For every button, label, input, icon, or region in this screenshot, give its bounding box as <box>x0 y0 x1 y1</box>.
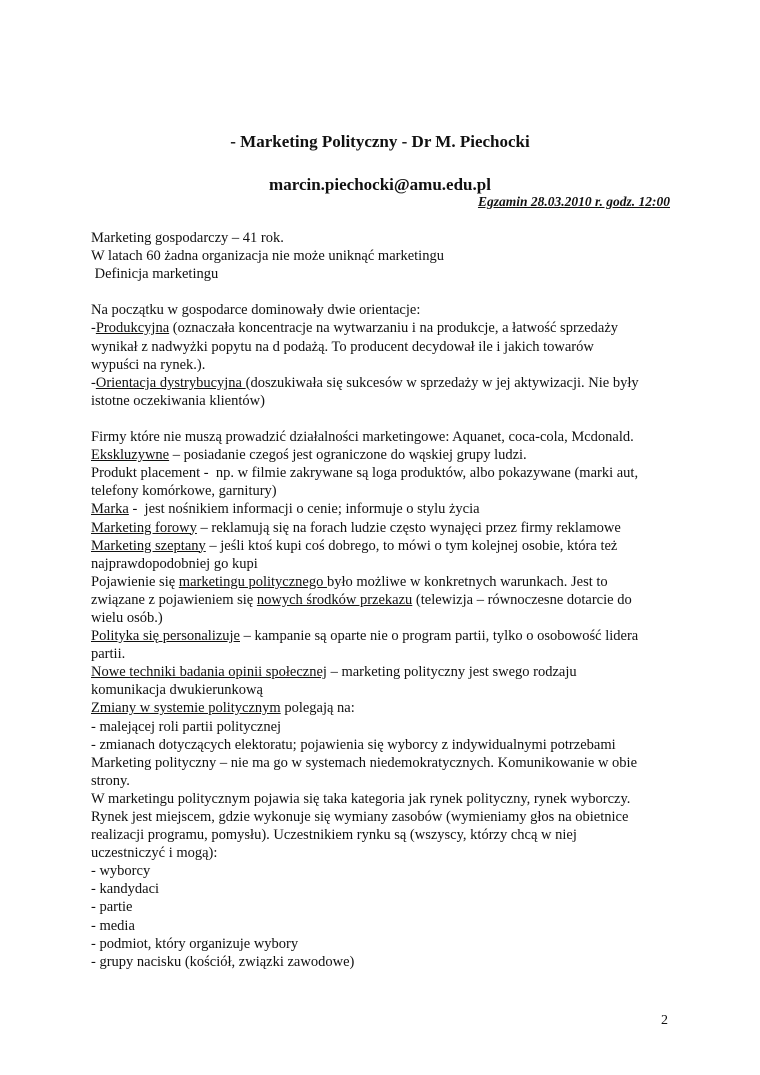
text-segment: (oznaczała koncentracje na wytwarzaniu i na produkcje, a łatwość sprzedaży <box>169 320 619 337</box>
list-item: - kandydaci <box>91 881 160 898</box>
blank-line <box>91 283 671 301</box>
text-segment: Pojawienie się <box>91 573 179 590</box>
text-line <box>91 663 671 681</box>
text-line: - zmianach dotyczących elektoratu; pojawienia się wyborcy z indywidualnymi potrzebami <box>91 736 616 753</box>
underlined-term: Nowe techniki badania opinii społecznej <box>91 664 327 681</box>
text-segment: było możliwe w konkretnych warunkach. Jest to <box>326 573 608 590</box>
underlined-term: Produkcyjna <box>95 320 170 337</box>
text-line: wielu osób.) <box>91 609 163 626</box>
list-item: - grupy nacisku (kościół, związki zawodowe) <box>91 953 355 970</box>
text-line: Produkt placement - np. w filmie zakrywane są loga produktów, albo pokazywane (marki aut, <box>91 465 639 482</box>
underlined-term: Ekskluzywne <box>91 447 170 464</box>
text-segment: związane z pojawieniem się <box>91 591 257 608</box>
blank-line <box>91 410 671 428</box>
text-segment: (telewizja – równoczesne dotarcie do <box>412 591 632 608</box>
text-segment: - <box>91 320 96 337</box>
underlined-term: Zmiany w systemie politycznym <box>91 700 281 717</box>
text-line: strony. <box>91 772 130 789</box>
text-line <box>91 500 671 518</box>
text-line: uczestniczyć i mogą): <box>91 845 218 862</box>
text-segment: – kampanie są oparte nie o program partii, tylko o osobowość lidera <box>240 628 639 645</box>
text-segment: (doszukiwała się sukcesów w sprzedaży w jej aktywizacji. Nie były <box>245 374 639 391</box>
text-line: istotne oczekiwania klientów) <box>91 392 265 409</box>
list-item: - partie <box>91 899 133 916</box>
text-line: Definicja marketingu <box>91 266 219 283</box>
text-line <box>91 374 671 392</box>
text-segment: polegają na: <box>280 700 355 717</box>
text-segment: - jest nośnikiem informacji o cenie; informuje o stylu życia <box>128 501 480 518</box>
text-line: Na początku w gospodarce dominowały dwie orientacje: <box>91 302 421 319</box>
underlined-term: Marketing forowy <box>91 519 197 536</box>
text-line: Marketing polityczny – nie ma go w systemach niedemokratycznych. Komunikowanie w obie <box>91 754 638 771</box>
text-line: komunikacja dwukierunkową <box>91 682 263 699</box>
underlined-term: marketingu politycznego <box>178 573 327 590</box>
text-line: wypuści na rynek.). <box>91 356 206 373</box>
text-line: partii. <box>91 646 126 663</box>
text-segment: – jeśli ktoś kupi coś dobrego, to mówi o tym kolejnej osobie, która też <box>205 537 618 554</box>
text-line <box>91 319 671 337</box>
text-segment: – reklamują się na forach ludzie często wynajęci przez firmy reklamowe <box>196 519 621 536</box>
text-line: najprawdopodobniej go kupi <box>91 555 258 572</box>
document-body <box>91 229 671 971</box>
text-segment: - <box>91 374 96 391</box>
text-segment: – marketing polityczny jest swego rodzaju <box>326 664 577 681</box>
underlined-term: Marketing szeptany <box>91 537 206 554</box>
text-line: W latach 60 żadna organizacja nie może uniknąć marketingu <box>91 248 444 265</box>
list-item: - wyborcy <box>91 863 151 880</box>
text-line <box>91 627 671 645</box>
underlined-term: Orientacja dystrybucyjna <box>95 374 246 391</box>
text-line: Marketing gospodarczy – 41 rok. <box>91 230 284 246</box>
list-item: - podmiot, który organizuje wybory <box>91 935 299 952</box>
underlined-term: nowych środków przekazu <box>256 591 413 608</box>
text-line: wynikał z nadwyżki popytu na d podażą. To producent decydował ile i jakich towarów <box>91 338 594 355</box>
page-number: 2 <box>661 1013 668 1028</box>
underlined-term: Marka <box>91 501 129 518</box>
text-line <box>91 573 671 591</box>
text-line <box>91 699 671 717</box>
text-line <box>91 446 671 464</box>
text-line <box>91 519 671 537</box>
text-segment: – posiadanie czegoś jest ograniczone do wąskiej grupy ludzi. <box>169 447 527 464</box>
text-line: telefony komórkowe, garnitury) <box>91 483 277 500</box>
underlined-term: Polityka się personalizuje <box>91 628 240 645</box>
text-line: - malejącej roli partii politycznej <box>91 718 282 735</box>
text-line: W marketingu politycznym pojawia się taka kategoria jak rynek polityczny, rynek wyborczy. <box>91 790 631 807</box>
text-line: realizacji programu, pomysłu). Uczestnikiem rynku są (wszyscy, którzy chcą w niej <box>91 827 577 844</box>
author-email: marcin.piechocki@amu.edu.pl <box>269 175 491 194</box>
list-item: - media <box>91 917 135 934</box>
exam-date: Egzamin 28.03.2010 r. godz. 12:00 <box>477 194 670 209</box>
document-title: - Marketing Polityczny - Dr M. Piechocki <box>230 132 530 151</box>
text-line <box>91 591 671 609</box>
text-line: Firmy które nie muszą prowadzić działalności marketingowe: Aquanet, coca-cola, Mcdonald. <box>91 429 634 446</box>
text-line <box>91 537 671 555</box>
text-line: Rynek jest miejscem, gdzie wykonuje się wymiany zasobów (wymieniamy głos na obietnice <box>91 809 629 825</box>
